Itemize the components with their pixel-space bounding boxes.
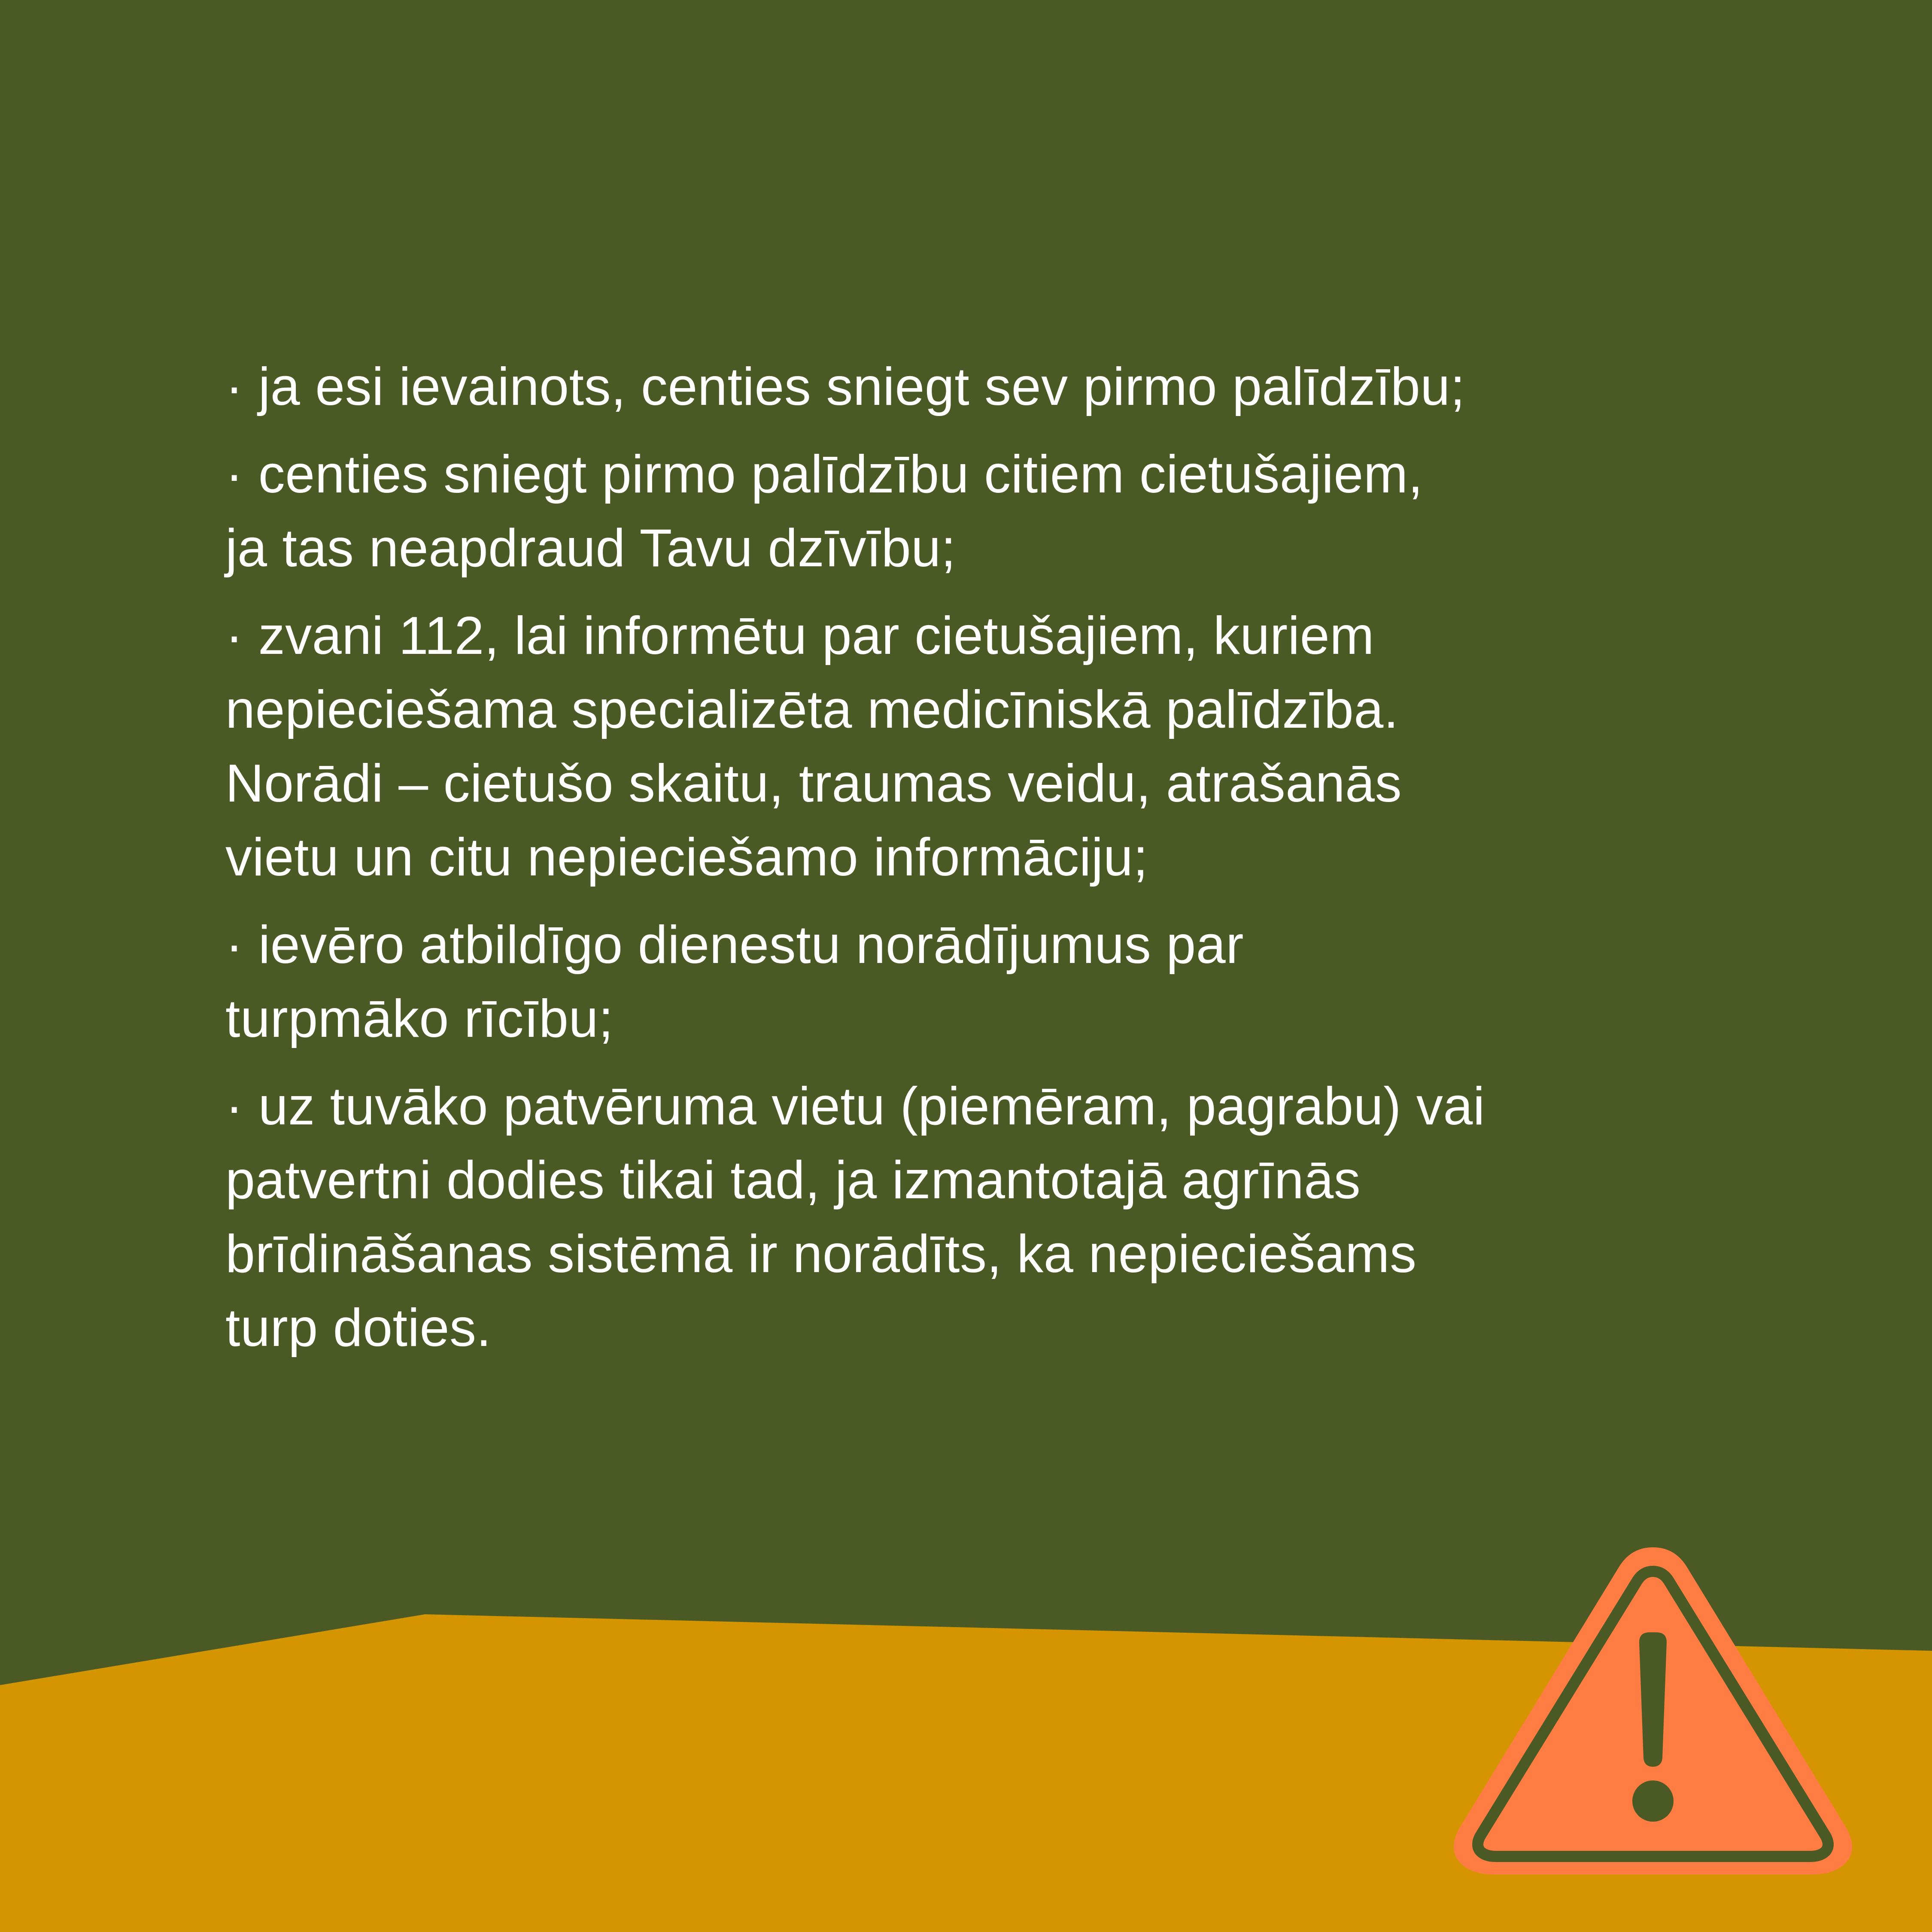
instruction-item-2: · centies sniegt pirmo palīdzību citiem cietušajiem, ja tas neapdraud Tavu dzīvību;	[225, 445, 1423, 578]
instructions-list	[225, 350, 1754, 1379]
warning-triangle-icon	[1443, 1537, 1863, 1880]
instruction-item-4: · ievēro atbildīgo dienestu norādījumus par turpmāko rīcību;	[225, 915, 1244, 1048]
instruction-item-5: · uz tuvāko patvēruma vietu (piemēram, pagrabu) vai patvertni dodies tikai tad, ja izmantotajā agrīnās brīdināšanas sistēmā ir norādīts, ka nepieciešams turp doties.	[225, 1077, 1485, 1358]
instruction-item-3: · zvani 112, lai informētu par cietušajiem, kuriem nepieciešama specializēta medicīniskā palīdzība. Norādi – cietušo skaitu, traumas veidu, atrašanās vietu un citu nepieciešamo informāciju;	[225, 606, 1402, 887]
instruction-item-1: · ja esi ievainots, centies sniegt sev pirmo palīdzību;	[225, 357, 1465, 416]
